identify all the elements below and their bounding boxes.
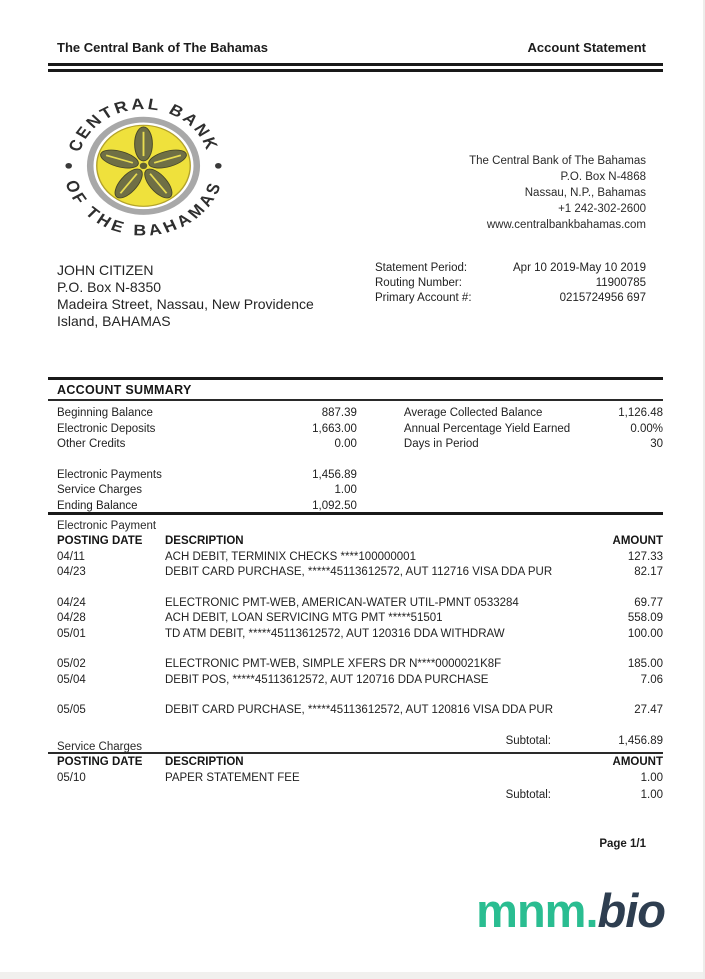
summary-row [404, 437, 663, 453]
amount: 7.06 [640, 673, 663, 686]
summary-row [48, 437, 357, 453]
section-title: Service Charges [57, 741, 143, 753]
table-row [48, 703, 663, 719]
amount: 82.17 [634, 566, 663, 578]
table-row [48, 550, 663, 566]
summary-label: Beginning Balance [57, 407, 153, 419]
description: DEBIT CARD PURCHASE, *****45113612572, AUT 112716 VISA DDA PUR [165, 566, 553, 578]
description: DEBIT POS, *****45113612572, AUT 120716 DDA PURCHASE [165, 673, 489, 686]
account-summary-title: ACCOUNT SUMMARY [57, 383, 192, 397]
summary-label: Electronic Deposits [57, 422, 156, 435]
col-posting-date: POSTING DATE [57, 756, 143, 768]
statement-period-row [375, 261, 646, 276]
posting-date: 05/02 [57, 658, 86, 670]
page-bottom-edge [0, 972, 703, 979]
page-number: Page 1/1 [599, 838, 646, 850]
col-description: DESCRIPTION [165, 756, 244, 768]
summary-label: Annual Percentage Yield Earned [403, 422, 571, 435]
mnm-bio-watermark [476, 883, 665, 938]
table-row [48, 627, 663, 643]
seal-dot-right [215, 163, 222, 169]
summary-value: 887.39 [321, 407, 357, 419]
summary-row [48, 468, 357, 484]
customer-address-line: Madeira Street, Nassau, New Providence [57, 296, 314, 312]
description: ELECTRONIC PMT-WEB, AMERICAN-WATER UTIL-PMNT 0533284 [165, 596, 519, 609]
summary-label: Other Credits [57, 438, 126, 450]
posting-date: 05/01 [57, 627, 86, 640]
table-header-row [48, 755, 663, 771]
summary-label: Electronic Payments [57, 468, 162, 481]
customer-address-block [57, 262, 314, 330]
table-row [48, 596, 663, 612]
summary-label: Days in Period [403, 438, 479, 450]
summary-row [48, 483, 357, 499]
description: DEBIT CARD PURCHASE, *****45113612572, AUT 120816 VISA DDA PUR [165, 704, 554, 716]
header-divider [48, 63, 663, 72]
amount: 127.33 [627, 550, 663, 563]
table-row [48, 771, 663, 787]
summary-label: Service Charges [57, 484, 143, 496]
routing-number-value: 11900785 [595, 277, 646, 289]
summary-row [48, 422, 357, 438]
summary-value: 1,663.00 [312, 422, 357, 435]
description: ELECTRONIC PMT-WEB, SIMPLE XFERS DR N****0000021K8F [165, 658, 502, 670]
amount: 558.09 [627, 612, 663, 624]
summary-value: 1,092.50 [312, 499, 357, 512]
subtotal-label: Subtotal: [505, 734, 551, 747]
routing-number-label: Routing Number: [375, 277, 462, 289]
electronic-payment-section [48, 512, 663, 754]
primary-account-value: 0215724956 697 [559, 292, 646, 304]
amount: 27.47 [634, 704, 663, 716]
statement-period-value: Apr 10 2019-May 10 2019 [513, 262, 646, 274]
brand-secondary-text: bio [597, 884, 665, 937]
header-doc-title: Account Statement [527, 40, 646, 55]
col-posting-date: POSTING DATE [57, 535, 143, 547]
section-title: Electronic Payment [57, 520, 157, 532]
bank-website: www.centralbankbahamas.com [486, 219, 646, 231]
amount: 1.00 [640, 771, 663, 784]
posting-date: 04/23 [57, 566, 86, 578]
table-header-row [48, 534, 663, 550]
sand-dollar-icon [97, 125, 191, 206]
customer-name: JOHN CITIZEN [57, 262, 154, 278]
customer-address-line: Island, BAHAMAS [57, 313, 171, 329]
subtotal-label: Subtotal: [505, 789, 551, 801]
statement-period-label: Statement Period: [375, 262, 468, 274]
seal-arc-bottom-text: OF THE BAHAMAS [60, 177, 226, 240]
description: ACH DEBIT, LOAN SERVICING MTG PMT *****51501 [165, 612, 443, 624]
subtotal-value: 1.00 [640, 789, 663, 801]
header-bank-name: The Central Bank of The Bahamas [57, 40, 268, 55]
bank-address-line: Nassau, N.P., Bahamas [524, 187, 646, 199]
posting-date: 05/05 [57, 704, 86, 716]
sand-dollar-seal-icon [50, 84, 237, 246]
summary-value: 0.00% [630, 422, 663, 435]
bank-address-line: The Central Bank of The Bahamas [469, 155, 646, 167]
summary-value: 0.00 [334, 438, 357, 450]
col-amount: AMOUNT [612, 756, 663, 768]
customer-address-line: P.O. Box N-8350 [57, 279, 162, 295]
summary-value: 1.00 [334, 484, 357, 496]
summary-value: 30 [650, 438, 663, 450]
posting-date: 04/24 [57, 596, 86, 609]
amount: 185.00 [627, 658, 663, 670]
seal-arc-top-text: CENTRAL BANK [64, 94, 223, 154]
bank-address-block [469, 153, 646, 233]
primary-account-row [375, 291, 646, 306]
subtotal-value: 1,456.89 [618, 734, 663, 747]
bank-phone: +1 242-302-2600 [558, 203, 646, 215]
table-row [48, 673, 663, 689]
seal-dot-left [65, 163, 72, 169]
summary-row [404, 406, 663, 422]
table-row [48, 565, 663, 581]
statement-info-block [375, 261, 646, 306]
table-row [48, 657, 663, 673]
col-description: DESCRIPTION [165, 535, 244, 547]
summary-value: 1,126.48 [618, 407, 663, 419]
service-charges-section [48, 737, 663, 804]
description: TD ATM DEBIT, *****45113612572, AUT 120316 DDA WITHDRAW [165, 627, 505, 640]
description: PAPER STATEMENT FEE [165, 771, 300, 784]
summary-left-column [48, 406, 357, 514]
document-header [57, 40, 646, 55]
description: ACH DEBIT, TERMINIX CHECKS ****100000001 [165, 550, 416, 563]
subtotal-row [48, 788, 663, 804]
summary-row [48, 406, 357, 422]
summary-value: 1,456.89 [312, 468, 357, 481]
brand-primary-text: mnm. [476, 884, 598, 937]
summary-right-column [404, 406, 663, 514]
amount: 69.77 [634, 596, 663, 609]
summary-label: Ending Balance [57, 499, 138, 512]
bank-address-line: P.O. Box N-4868 [560, 171, 646, 183]
amount: 100.00 [627, 627, 663, 640]
table-row [48, 611, 663, 627]
routing-number-row [375, 276, 646, 291]
posting-date: 04/28 [57, 612, 86, 624]
primary-account-label: Primary Account #: [375, 292, 472, 304]
summary-label: Average Collected Balance [403, 407, 543, 419]
central-bank-seal-logo [50, 84, 237, 251]
posting-date: 04/11 [57, 550, 85, 563]
account-summary-section [48, 377, 663, 514]
posting-date: 05/04 [57, 673, 86, 686]
col-amount: AMOUNT [612, 535, 663, 547]
summary-row [404, 422, 663, 438]
posting-date: 05/10 [57, 771, 86, 784]
